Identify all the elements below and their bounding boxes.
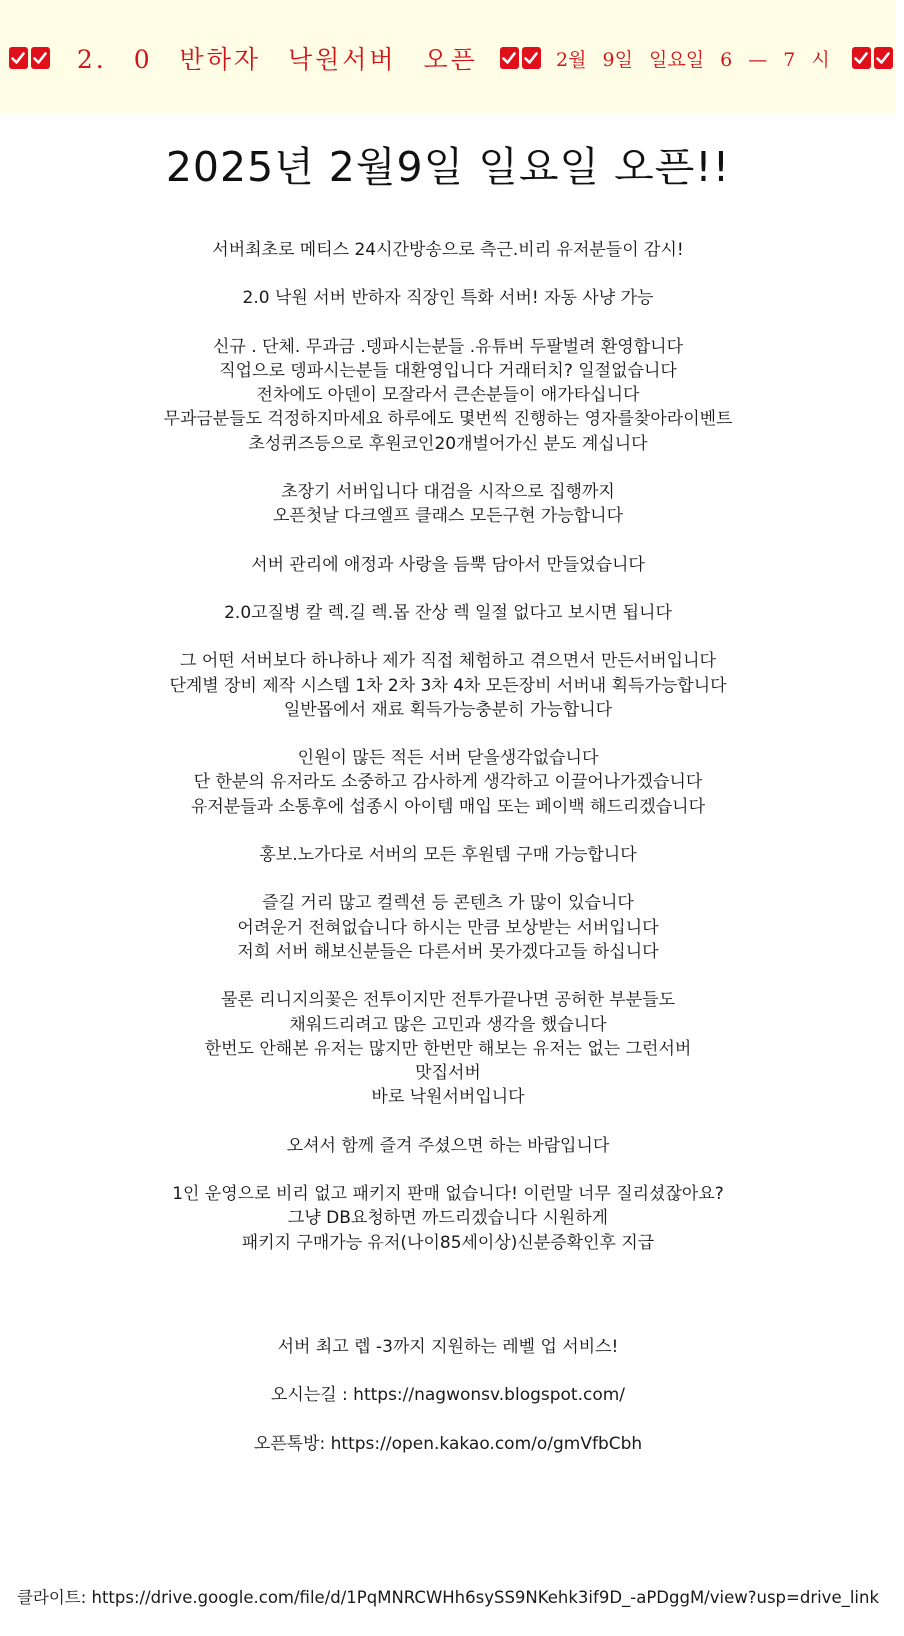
section-promo [0, 843, 896, 867]
section-content [0, 891, 896, 964]
text-line: 1인 운영으로 비리 없고 패키지 판매 없습니다! 이런말 너무 질리셨잖아요? [172, 1184, 724, 1205]
text-line: 서버최초로 메티스 24시간방송으로 측근.비리 유저분들이 감시! [212, 240, 684, 260]
section-operation [0, 1182, 896, 1255]
page-headline: 2025년 2월9일 일요일 오픈!! [165, 143, 731, 191]
section-invite [0, 1134, 896, 1158]
text-line: 2.0고질병 칼 렉.길 렉.몹 잔상 렉 일절 없다고 보시면 됩니다 [224, 602, 672, 623]
check-mark-icon [500, 47, 519, 69]
banner-date: 2월 9일 일요일 6 — 7 시 [556, 48, 830, 71]
text-line: 단계별 장비 제작 시스템 1차 2차 3차 4차 모든장비 서버내 획득가능합니다 [169, 675, 727, 696]
text-line: 채워드리려고 많은 고민과 생각을 했습니다 [289, 1014, 607, 1035]
section-blog-link[interactable] [0, 1383, 896, 1407]
section-commitment [0, 746, 896, 819]
blog-link[interactable]: 오시는길 : https://nagwonsv.blogspot.com/ [270, 1385, 626, 1406]
section-kakao-link[interactable] [0, 1432, 896, 1456]
check-mark-icon [31, 47, 50, 69]
text-line: 오셔서 함께 즐겨 주셨으면 하는 바람입니다 [286, 1135, 610, 1156]
text-line: 일반몹에서 재료 획득가능충분히 가능합니다 [283, 699, 613, 720]
text-line: 바로 낙원서버입니다 [371, 1087, 525, 1108]
text-line: 홍보.노가다로 서버의 모든 후원템 구매 가능합니다 [259, 845, 637, 866]
section-long-term [0, 480, 896, 529]
text-line: 즐길 거리 많고 컬렉션 등 콘텐츠 가 많이 있습니다 [262, 893, 634, 914]
text-line: 물론 리니지의꽃은 전투이지만 전투가끝나면 공허한 부분들도 [221, 990, 675, 1011]
text-line: 오픈첫날 다크엘프 클래스 모든구현 가능합니다 [272, 506, 624, 527]
kakao-openchat-link[interactable]: 오픈톡방: https://open.kakao.com/o/gmVfbCbh [253, 1433, 643, 1454]
check-mark-icon [874, 47, 893, 69]
text-line: 직업으로 뎅파시는분들 대환영입니다 거래터치? 일절없습니다 [219, 360, 677, 381]
section-care [0, 553, 896, 577]
text-line: 저희 서버 해보신분들은 다른서버 못가겠다고들 하십니다 [237, 941, 659, 962]
section-pitch [0, 988, 896, 1109]
text-line: 한번도 안해본 유저는 많지만 한번만 해보는 유저는 없는 그런서버 [204, 1038, 692, 1059]
text-line: 패키지 구매가능 유저(나이85세이상)신분증확인후 지급 [241, 1232, 655, 1253]
client-download-link[interactable]: 클라이트: https://drive.google.com/file/d/1PqMNRCWHh6sySS9NKehk3if9D_-aPDggM/view?usp=drive_link [16, 1588, 880, 1607]
text-line: 무과금분들도 걱정하지마세요 하루에도 몇번씩 진행하는 영자를찾아라이벤트 [163, 409, 733, 430]
check-mark-icon [852, 47, 871, 69]
text-line: 전차에도 아덴이 모잘라서 큰손분들이 애가타십니다 [256, 385, 640, 406]
text-line: 유저분들과 소통후에 섭종시 아이템 매입 또는 페이백 해드리겠습니다 [190, 796, 706, 817]
text-line: 초성퀴즈등으로 후원코인20개벌어가신 분도 계십니다 [248, 433, 648, 454]
section-monitoring [0, 238, 896, 262]
text-line: 그 어떤 서버보다 하나하나 제가 직접 체험하고 겪으면서 만든서버입니다 [180, 651, 716, 672]
text-line: 서버 관리에 애정과 사랑을 듬뿍 담아서 만들었습니다 [251, 554, 645, 575]
text-line: 그냥 DB요청하면 까드리겠습니다 시원하게 [287, 1208, 609, 1229]
section-welcome [0, 335, 896, 456]
section-server-intro [0, 286, 896, 310]
text-line: 단 한분의 유저라도 소중하고 감사하게 생각하고 이끌어나가겠습니다 [193, 772, 703, 793]
section-equipment [0, 649, 896, 722]
banner-title: 2. 0 반하자 낙원서버 오픈 [76, 45, 478, 74]
text-line: 서버 최고 렙 -3까지 지원하는 레벨 업 서비스! [277, 1336, 619, 1357]
banner-row [0, 40, 896, 76]
text-line: 맛집서버 [415, 1063, 481, 1084]
text-line: 어려운거 전혀없습니다 하시는 만큼 보상받는 서버입니다 [237, 917, 659, 938]
text-line: 인원이 많든 적든 서버 닫을생각없습니다 [297, 748, 599, 769]
section-no-lag [0, 601, 896, 625]
text-line: 초장기 서버입니다 대검을 시작으로 집행까지 [281, 482, 615, 503]
section-levelup [0, 1335, 896, 1359]
check-mark-icon [522, 47, 541, 69]
header-banner [0, 0, 896, 113]
text-line: 신규 . 단체. 무과금 .뎅파시는분들 .유튜버 두팔벌려 환영합니다 [213, 336, 683, 357]
announcement-body [0, 238, 896, 1480]
text-line: 2.0 낙원 서버 반하자 직장인 특화 서버! 자동 사냥 가능 [242, 288, 654, 309]
check-mark-icon [9, 47, 28, 69]
